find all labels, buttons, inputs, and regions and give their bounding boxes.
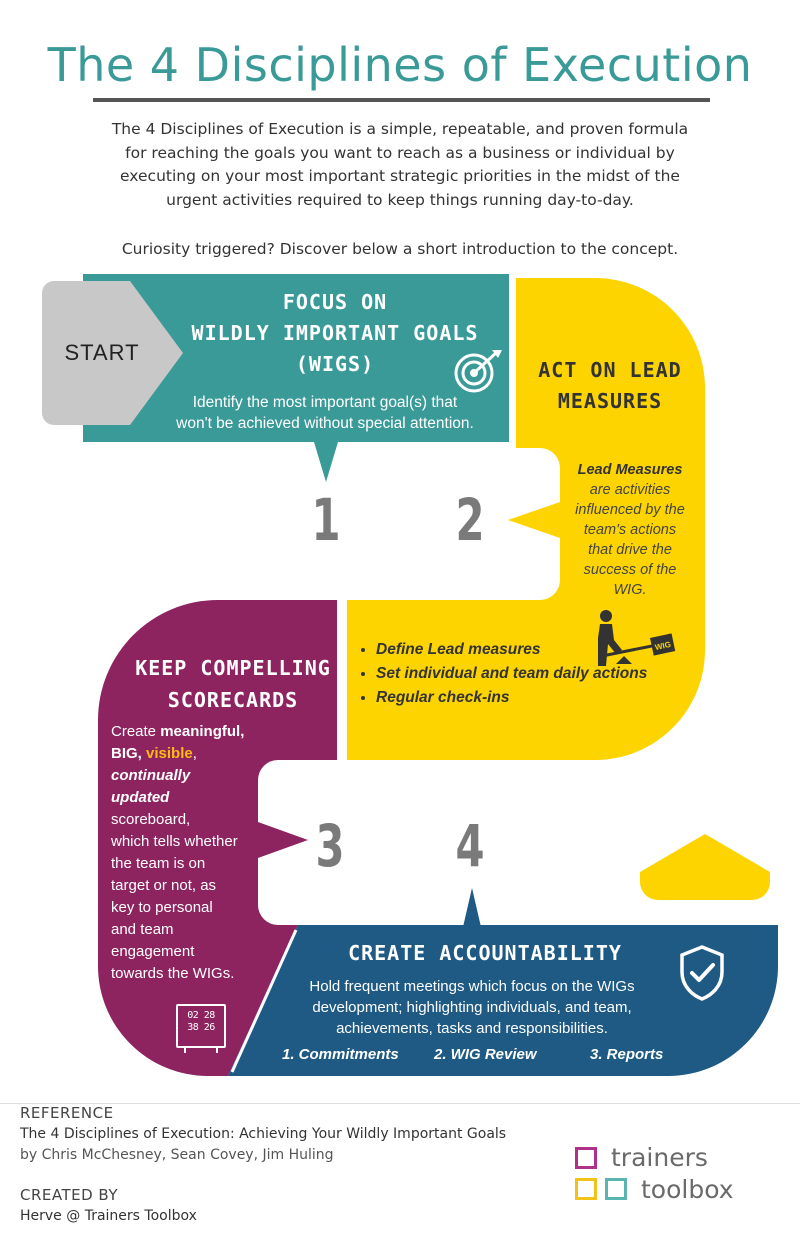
discipline-3-description — [111, 721, 261, 985]
created-label: CREATED BY — [20, 1186, 119, 1204]
discipline-1-title-line: WILDLY IMPORTANT GOALS — [191, 321, 479, 345]
discipline-4-number: 4 — [455, 812, 485, 880]
lead-line: success of the — [583, 562, 677, 578]
score-top: 02 28 — [187, 1010, 215, 1021]
lead-measures-label: Lead Measures — [577, 462, 683, 478]
reference-label: REFERENCE — [20, 1104, 114, 1122]
meaningful-text: meaningful, — [160, 723, 245, 740]
step-wig-review: 2. WIG Review — [434, 1046, 537, 1063]
step-reports: 3. Reports — [590, 1046, 664, 1063]
desc-line: Hold frequent meetings which focus on the WIGs — [309, 978, 635, 995]
intro-line: The 4 Disciplines of Execution is a simple, repeatable, and proven formula — [111, 120, 689, 138]
discipline-2-title-line: MEASURES — [557, 389, 663, 413]
logo-square-icon — [575, 1147, 597, 1169]
discipline-3-title-line: KEEP COMPELLING — [135, 656, 331, 680]
lead-line: are activities — [589, 482, 671, 498]
trainers-toolbox-logo — [575, 1143, 765, 1209]
creator-name: Herve @ Trainers Toolbox — [20, 1208, 197, 1224]
footer-divider — [0, 1103, 800, 1104]
target-icon — [452, 348, 506, 394]
lead-line: WIG. — [613, 582, 647, 598]
logo-square-icon — [575, 1178, 597, 1200]
big-text: BIG, — [111, 745, 147, 762]
desc-line: key to personal — [111, 899, 213, 916]
intro-line: urgent activities required to keep things running day-to-day. — [166, 190, 634, 209]
desc-line: engagement — [111, 943, 195, 960]
lead-line: that drive the — [588, 542, 672, 558]
discipline-2-title-line: ACT ON LEAD — [538, 358, 682, 382]
desc-line: achievements, tasks and responsibilities. — [336, 1020, 608, 1037]
visible-text: visible — [146, 745, 193, 762]
purple-pointer-shape — [258, 822, 308, 858]
logo-word-toolbox: toolbox — [641, 1175, 734, 1204]
bullet-item: • Set individual and team daily actions — [376, 665, 698, 683]
discipline-2-number: 2 — [455, 486, 485, 554]
scoreboard-icon — [176, 1004, 226, 1048]
discipline-3-title — [126, 652, 340, 716]
curiosity-text: Curiosity triggered? Discover below a short introduction to the concept. — [121, 240, 679, 258]
create-text: Create — [111, 723, 161, 740]
desc-line: which tells whether — [111, 833, 238, 850]
discipline-1-number: 1 — [311, 486, 341, 554]
comma-text: , — [192, 745, 197, 762]
yellow-arrow-shape — [640, 834, 770, 900]
bullet-item: • Define Lead measures — [376, 641, 698, 659]
continually-text: continually — [111, 767, 191, 784]
discipline-1-title — [170, 287, 500, 380]
discipline-2-title — [530, 355, 690, 417]
teal-pointer-shape — [314, 442, 338, 482]
book-title: The 4 Disciplines of Execution: Achieving Your Wildly Important Goals — [20, 1126, 507, 1142]
shield-check-icon — [678, 944, 726, 1002]
score-bottom: 38 26 — [187, 1022, 215, 1033]
lead-line: influenced by the — [575, 502, 685, 518]
start-label: START — [64, 340, 140, 365]
step-commitments: 1. Commitments — [282, 1046, 399, 1063]
intro-line: executing on your most important strategic priorities in the midst of the — [120, 167, 680, 185]
discipline-1-description — [140, 392, 510, 434]
book-authors: by Chris McChesney, Sean Covey, Jim Huling — [20, 1147, 334, 1163]
updated-text: updated — [111, 789, 170, 806]
intro-line: for reaching the goals you want to reach as a business or individual by — [125, 143, 675, 162]
discipline-4-description — [272, 976, 672, 1039]
yellow-pointer-shape — [508, 502, 560, 538]
bullet-item: • Regular check-ins — [376, 689, 698, 707]
discipline-2-bullets — [358, 641, 698, 713]
logo-word-trainers: trainers — [611, 1143, 708, 1172]
desc-line: the team is on — [111, 855, 206, 872]
discipline-1-title-line: (WIGS) — [295, 352, 375, 376]
desc-line: development; highlighting individuals, and team, — [312, 999, 632, 1016]
discipline-3-number: 3 — [315, 812, 345, 880]
desc-line: target or not, as — [111, 877, 217, 894]
desc-line: scoreboard, — [111, 811, 191, 828]
discipline-3-title-line: SCORECARDS — [167, 688, 299, 712]
discipline-2-lead-text — [562, 460, 698, 600]
logo-square-icon — [605, 1178, 627, 1200]
blue-pointer-shape — [463, 888, 481, 927]
discipline-1-title-line: FOCUS ON — [282, 290, 388, 314]
lead-line: team's actions — [583, 522, 677, 538]
discipline-1-desc-line: won't be achieved without special attention. — [176, 415, 474, 432]
discipline-1-desc-line: Identify the most important goal(s) that — [192, 394, 458, 411]
desc-line: towards the WIGs. — [111, 965, 235, 982]
desc-line: and team — [111, 921, 174, 938]
discipline-4-title: CREATE ACCOUNTABILITY — [348, 941, 622, 965]
lever-icon-label: WIG — [654, 639, 672, 653]
page-title: The 4 Disciplines of Execution — [47, 38, 753, 92]
